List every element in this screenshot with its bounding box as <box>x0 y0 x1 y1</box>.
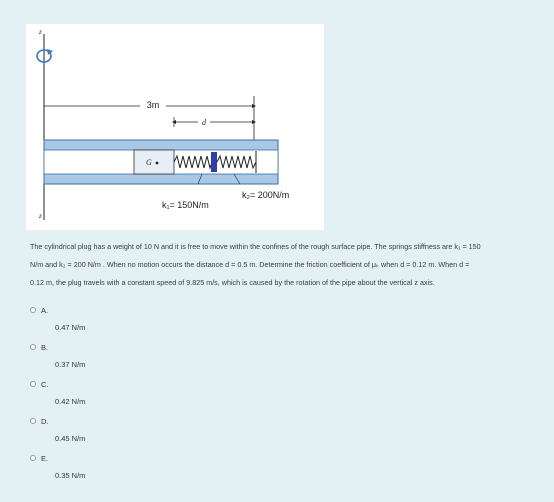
pipe-spring-diagram <box>26 24 324 230</box>
option-value: 0.35 N/m <box>55 471 86 480</box>
option-value: 0.47 N/m <box>55 323 86 332</box>
option-letter: A. <box>41 305 49 315</box>
k1-label: k₁= 150N/m <box>162 200 209 210</box>
problem-figure <box>26 24 324 230</box>
radio-button[interactable] <box>30 307 36 313</box>
question-line-3: 0.12 m, the plug travels with a constant speed of 9.825 m/s, which is caused by the rotation of the pipe about the vertical z axis. <box>30 278 435 287</box>
z-axis-top-label: z <box>39 28 42 36</box>
radio-button[interactable] <box>30 418 36 424</box>
option-letter: C. <box>41 379 49 389</box>
z-axis-bottom-label: z <box>39 212 42 220</box>
question-line-1: The cylindrical plug has a weight of 10 N and it is free to move within the confines of the rough surface pipe. The springs stiffness are k₁ = 150 <box>30 242 481 251</box>
rotation-arrow-icon <box>37 49 53 62</box>
radio-button[interactable] <box>30 455 36 461</box>
dimension-label-3m: 3m <box>146 100 160 110</box>
option-a[interactable] <box>30 304 230 344</box>
option-value: 0.45 N/m <box>55 434 86 443</box>
option-letter: D. <box>41 416 49 426</box>
radio-button[interactable] <box>30 344 36 350</box>
spring-separator-plate <box>211 152 217 172</box>
option-e[interactable] <box>30 452 230 492</box>
option-value: 0.42 N/m <box>55 397 86 406</box>
option-letter: E. <box>41 453 49 463</box>
option-value: 0.37 N/m <box>55 360 86 369</box>
option-c[interactable] <box>30 378 230 418</box>
d-label: d <box>202 118 206 127</box>
k2-label: k₂= 200N/m <box>242 190 290 200</box>
option-b[interactable] <box>30 341 230 381</box>
radio-button[interactable] <box>30 381 36 387</box>
option-d[interactable] <box>30 415 230 455</box>
question-line-2: N/m and k₂ = 200 N/m . When no motion occurs the distance d = 0.5 m. Determine the friction coefficient of μₖ when d = 0.12 m. When d = <box>30 260 470 269</box>
question-text <box>30 238 530 292</box>
option-letter: B. <box>41 342 49 352</box>
plug <box>134 150 174 174</box>
g-label: G <box>146 158 152 167</box>
